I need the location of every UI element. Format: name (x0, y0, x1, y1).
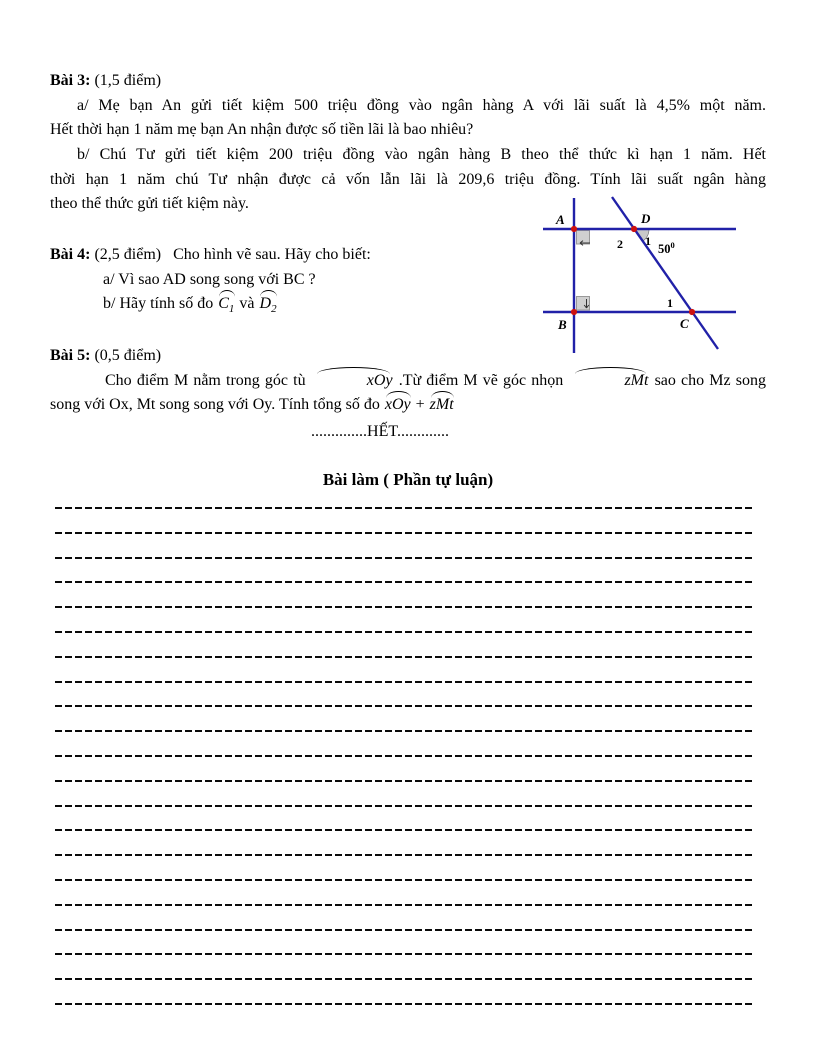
answer-line (55, 953, 755, 955)
bai4-label: Bài 4: (50, 246, 91, 263)
answer-line (55, 631, 755, 633)
label-C: C (680, 316, 689, 331)
right-angle-mark-B (577, 297, 590, 311)
angle-D-subscript: 2 (271, 303, 277, 316)
point-A (571, 226, 577, 232)
angle-C1-notation (217, 292, 235, 316)
label-angle-1-at-D: 1 (645, 234, 651, 248)
bai5-l1-seg3: sao cho Mz song (649, 372, 767, 389)
point-B (571, 309, 577, 315)
bai3-line-b1: b/ Chú Tư gửi tiết kiệm 200 triệu đồng vào ngân hàng B theo thể thức kì hạn 1 năm. Hết (77, 146, 766, 163)
bai4-item-b-prefix: b/ Hãy tính số đo (103, 295, 218, 312)
answer-line (55, 755, 755, 757)
bai5-l2-seg1: song với Ox, Mt song song với Oy. Tính tổng số đo (50, 396, 384, 413)
answer-line (55, 1003, 755, 1005)
answer-line (55, 730, 755, 732)
answer-line (55, 681, 755, 683)
answer-line (55, 656, 755, 658)
bai3-line-b3: theo thể thức gửi tiết kiệm này. (50, 195, 249, 212)
bai5-l1-seg1: Cho điểm M nằm trong góc tù (105, 372, 311, 389)
label-angle-2-at-D: 2 (617, 237, 623, 251)
bai3-label: Bài 3: (50, 72, 91, 89)
angle-D-letter: D (259, 295, 272, 312)
angle-xOy-notation-2: xOy (384, 393, 412, 417)
answer-line (55, 606, 755, 608)
label-D: D (641, 211, 651, 226)
angle-xOy-notation: xOy (311, 369, 394, 393)
right-angle-marks (577, 231, 590, 311)
answer-line (55, 705, 755, 707)
answer-line (55, 854, 755, 856)
bai5-l2-seg2: + (411, 396, 429, 413)
bai5-l1-seg2: .Từ điểm M vẽ góc nhọn (393, 372, 569, 389)
answer-line (55, 557, 755, 559)
bai5-points: (0,5 điểm) (90, 347, 162, 364)
answer-line (55, 978, 755, 980)
answer-line (55, 904, 755, 906)
answer-line (55, 805, 755, 807)
answer-line (55, 507, 755, 509)
geometry-figure (543, 188, 763, 358)
angle-zMt-notation: zMt (568, 369, 649, 393)
label-A: A (556, 212, 565, 227)
answer-line (55, 829, 755, 831)
bai5-line-1 (50, 369, 766, 393)
answer-lines-area (55, 507, 755, 1028)
answer-line (55, 879, 755, 881)
line-DC-transversal (612, 197, 718, 349)
het-divider: ..............HẾT............. (311, 423, 449, 440)
bai3-points: (1,5 điểm) (90, 72, 162, 89)
answer-line (55, 581, 755, 583)
label-B: B (558, 317, 567, 332)
answer-line (55, 780, 755, 782)
figure-lines (543, 197, 736, 353)
angle-C-letter: C (218, 295, 229, 312)
bai5-label: Bài 5: (50, 347, 91, 364)
answer-line (55, 532, 755, 534)
deg-value: 50 (658, 242, 671, 256)
angle-zMt-notation-2: zMt (429, 393, 455, 417)
label-angle-1-at-C: 1 (667, 296, 673, 310)
answer-line (55, 929, 755, 931)
point-D (631, 226, 637, 232)
bai3-line-a1: a/ Mẹ bạn An gửi tiết kiệm 500 triệu đồng vào ngân hàng A với lãi suất là 4,5% một năm. (77, 97, 766, 114)
bai4-intro: (2,5 điểm) Cho hình vẽ sau. Hãy cho biết: (90, 246, 371, 263)
label-50-degrees (658, 240, 675, 256)
bai3-line-b2: thời hạn 1 năm chú Tư nhận được cả vốn lẫn lãi là 209,6 triệu đồng. Tính lãi suất ngân hàng (50, 171, 766, 188)
angle-C-subscript: 1 (228, 303, 235, 316)
bai4-item-a: a/ Vì sao AD song song với BC ? (103, 271, 316, 288)
angle-D2-notation (259, 292, 278, 316)
bai4-item-b-mid: và (235, 295, 259, 312)
bailam-heading: Bài làm ( Phần tự luận) (322, 470, 494, 489)
deg-superscript: 0 (670, 240, 675, 250)
bai3-heading (50, 69, 766, 93)
right-angle-mark-A (577, 231, 590, 245)
bai3-line-a2: Hết thời hạn 1 năm mẹ bạn An nhận được số tiền lãi là bao nhiêu? (50, 121, 474, 138)
point-C (689, 309, 695, 315)
bai5-line-2 (50, 393, 766, 417)
